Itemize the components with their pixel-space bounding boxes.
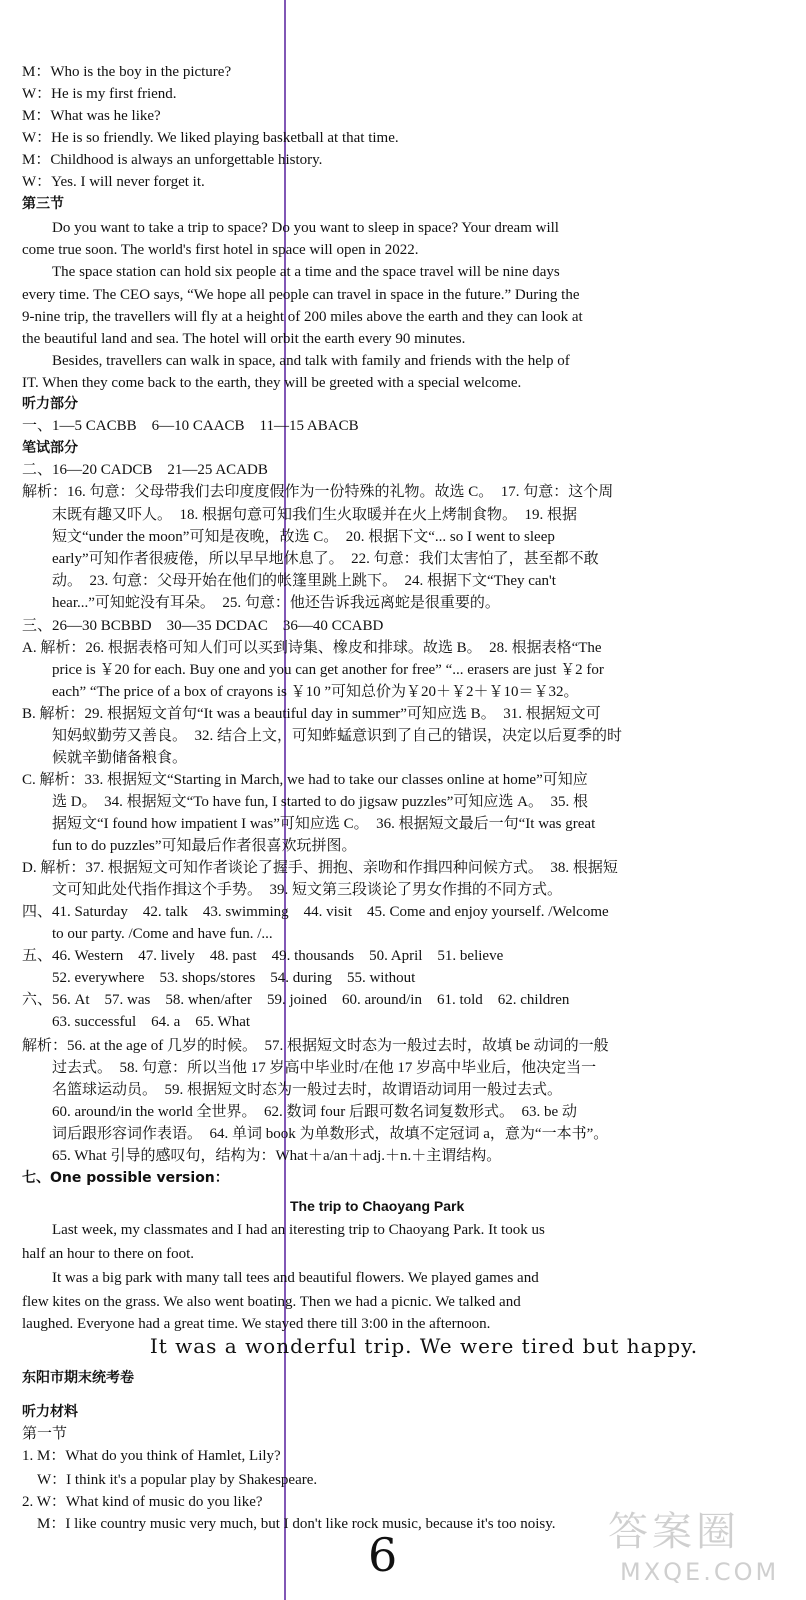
text-line: laughed. Everyone had a great time. We stayed there till 3:00 in the afternoon. xyxy=(22,1316,491,1332)
text-line: 词后跟形容词作表语。 64. 单词 book 为单数形式，故填不定冠词 a，意为“一本书”。 xyxy=(22,1126,609,1142)
text-line: the beautiful land and sea. The hotel will orbit the earth every 90 minutes. xyxy=(22,331,466,347)
text-line: W：I think it's a popular play by Shakespeare. xyxy=(22,1472,318,1488)
section-heading: 听力部分 xyxy=(22,396,78,412)
text-line: 六、56. At 57. was 58. when/after 59. joined 60. around/in 61. told 62. children xyxy=(22,992,570,1008)
text-line: 文可知此处代指作揖这个手势。 39. 短文第三段谈论了男女作揖的不同方式。 xyxy=(22,882,563,898)
text-line: 四、41. Saturday 42. talk 43. swimming 44. visit 45. Come and enjoy yourself. /Welcome xyxy=(22,904,609,920)
text-line: 候就辛勤储备粮食。 xyxy=(22,750,188,766)
text-line: 选 D。 34. 根据短文“To have fun, I started to do jigsaw puzzles”可知应选 A。 35. 根 xyxy=(22,794,588,810)
text-line: The space station can hold six people at a time and the space travel will be nine days xyxy=(22,264,560,280)
text-line: hear...”可知蛇没有耳朵。 25. 句意：他还告诉我远离蛇是很重要的。 xyxy=(22,595,500,611)
text-line: early”可知作者很疲倦，所以早早地休息了。 22. 句意：我们太害怕了，甚至都不敢 xyxy=(22,551,599,567)
text-line: Besides, travellers can walk in space, and talk with family and friends with the help of xyxy=(22,353,570,369)
text-line: each” “The price of a box of crayons is ￥10 ”可知总价为￥20＋￥2＋￥10＝￥32。 xyxy=(22,684,579,700)
text-line: W：He is my first friend. xyxy=(22,86,177,102)
text-line: 五、46. Western 47. lively 48. past 49. thousands 50. April 51. believe xyxy=(22,948,504,964)
watermark-logo xyxy=(600,1500,800,1600)
text-line: come true soon. The world's first hotel in space will open in 2022. xyxy=(22,242,419,258)
section-heading: 东阳市期末统考卷 xyxy=(22,1370,134,1386)
text-line: 解析：16. 句意：父母带我们去印度度假作为一份特殊的礼物。故选 C。 17. 句意：这个周 xyxy=(22,484,614,500)
text-line: 63. successful 64. a 65. What xyxy=(22,1014,251,1030)
text-line: IT. When they come back to the earth, they will be greeted with a special welcome. xyxy=(22,375,522,391)
text-line: M：I like country music very much, but I don't like rock music, because it's too noisy. xyxy=(22,1516,556,1532)
text-line: It was a big park with many tall tees and beautiful flowers. We played games and xyxy=(22,1270,539,1286)
watermark-url: MXQE.COM xyxy=(620,1558,780,1586)
text-line: M：Childhood is always an unforgettable history. xyxy=(22,152,323,168)
text-line: W：He is so friendly. We liked playing basketball at that time. xyxy=(22,130,399,146)
text-line: price is ￥20 for each. Buy one and you can get another for free” “... erasers are just ￥2 for xyxy=(22,662,604,678)
section-heading: 听力材料 xyxy=(22,1404,78,1420)
text-line: B. 解析：29. 根据短文首句“It was a beautiful day in summer”可知应选 B。 31. 根据短文可 xyxy=(22,706,601,722)
text-line: Do you want to take a trip to space? Do you want to sleep in space? Your dream will xyxy=(22,220,559,236)
section-heading: 笔试部分 xyxy=(22,440,78,456)
watermark-text: 答案圈 xyxy=(608,1509,740,1555)
text-line: 动。 23. 句意：父母开始在他们的帐篷里跳上跳下。 24. 根据下文“They can't xyxy=(22,573,556,589)
text-line: every time. The CEO says, “We hope all people can travel in space in the future.” During the xyxy=(22,287,580,303)
section-heading: 第三节 xyxy=(22,196,64,212)
text-line: 第一节 xyxy=(22,1426,68,1442)
section-heading: 七、One possible version： xyxy=(22,1170,229,1186)
page-number: 6 xyxy=(368,1528,398,1582)
text-line: 一、1—5 CACBB 6—10 CAACB 11—15 ABACB xyxy=(22,418,359,434)
text-line: 末既有趣又吓人。 18. 根据句意可知我们生火取暖并在火上烤制食物。 19. 根据 xyxy=(22,507,578,523)
text-line: 65. What 引导的感叹句，结构为：What＋a/an＋adj.＋n.＋主谓结构。 xyxy=(22,1148,502,1164)
text-line: 2. W：What kind of music do you like? xyxy=(22,1494,263,1510)
text-line: 短文“under the moon”可知是夜晚，故选 C。 20. 根据下文“... so I went to sleep xyxy=(22,529,555,545)
text-line: 名篮球运动员。 59. 根据短文时态为一般过去时，故谓语动词用一般过去式。 xyxy=(22,1082,563,1098)
exam-title: It was a wonderful trip. We were tired but happy. xyxy=(107,1334,699,1358)
text-line: D. 解析：37. 根据短文可知作者谈论了握手、拥抱、亲吻和作揖四种问候方式。 38. 根据短 xyxy=(22,860,618,876)
text-line: A. 解析：26. 根据表格可知人们可以买到诗集、橡皮和排球。故选 B。 28. 根据表格“The xyxy=(22,640,602,656)
text-line: 过去式。 58. 句意：所以当他 17 岁高中毕业时/在他 17 岁高中毕业后，他决定当一 xyxy=(22,1060,597,1076)
text-line: C. 解析：33. 根据短文“Starting in March, we had to take our classes online at home”可知应 xyxy=(22,772,588,788)
text-line: 三、26—30 BCBBD 30—35 DCDAC 36—40 CCABD xyxy=(22,618,384,634)
text-line: 1. M：What do you think of Hamlet, Lily? xyxy=(22,1448,281,1464)
text-line: 知妈蚁勤劳又善良。 32. 结合上文，可知蚱蜢意识到了自己的错误，决定以后夏季的时 xyxy=(22,728,623,744)
text-line: M：Who is the boy in the picture? xyxy=(22,64,232,80)
text-line: half an hour to there on foot. xyxy=(22,1246,195,1262)
text-line: 9-nine trip, the travellers will fly at a height of 200 miles above the earth and they can look at xyxy=(22,309,583,325)
text-line: 二、16—20 CADCB 21—25 ACADB xyxy=(22,462,268,478)
essay-title: The trip to Chaoyang Park xyxy=(290,1198,465,1214)
text-line: flew kites on the grass. We also went boating. Then we had a picnic. We talked and xyxy=(22,1294,521,1310)
text-line: 据短文“I found how impatient I was”可知应选 C。 36. 根据短文最后一句“It was great xyxy=(22,816,596,832)
text-line: 60. around/in the world 全世界。 62. 数词 four 后跟可数名词复数形式。 63. be 动 xyxy=(22,1104,577,1120)
text-line: to our party. /Come and have fun. /... xyxy=(22,926,273,942)
text-line: W：Yes. I will never forget it. xyxy=(22,174,205,190)
text-line: M：What was he like? xyxy=(22,108,161,124)
text-line: fun to do puzzles”可知最后作者很喜欢玩拼图。 xyxy=(22,838,357,854)
text-line: 52. everywhere 53. shops/stores 54. during 55. without xyxy=(22,970,416,986)
text-line: 解析：56. at the age of 几岁的时候。 57. 根据短文时态为一般过去时，故填 be 动词的一般 xyxy=(22,1038,609,1054)
text-line: Last week, my classmates and I had an iteresting trip to Chaoyang Park. It took us xyxy=(22,1222,545,1238)
